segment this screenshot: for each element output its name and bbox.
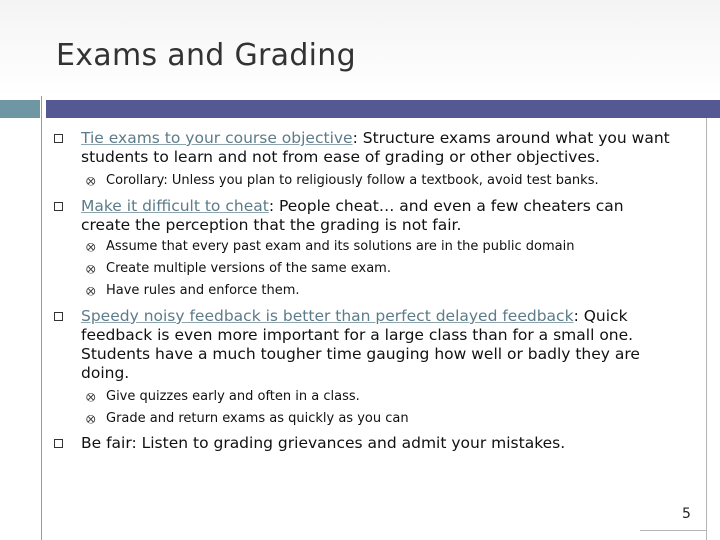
- bullet-text: Be fair: Listen to grading grievances and admit your mistakes.: [81, 434, 566, 452]
- bullet-link[interactable]: Speedy noisy feedback is better than perfect delayed feedback: [81, 307, 574, 325]
- square-bullet-icon: [54, 134, 63, 143]
- bullet-link[interactable]: Make it difficult to cheat: [81, 197, 269, 215]
- sub-bullet-text: Assume that every past exam and its solutions are in the public domain: [106, 239, 575, 254]
- accent-bar-right: [46, 100, 720, 118]
- sub-bullet-icon: ⭙: [86, 284, 96, 298]
- slide-title: Exams and Grading: [56, 38, 356, 73]
- page-number: 5: [682, 506, 691, 522]
- sub-bullet-item: [86, 258, 686, 280]
- vertical-rule: [41, 96, 42, 540]
- sub-bullet-item: [86, 236, 686, 258]
- frame-line-right: [706, 118, 707, 540]
- bullet-item: [54, 307, 674, 383]
- bullet-text: Make it difficult to cheat: People cheat… and even a few cheaters can create the perception that the grading is not fair.: [81, 197, 624, 234]
- bullet-text: Tie exams to your course objective: Structure exams around what you want students to learn and not from ease of grading or other objectives.: [81, 129, 670, 166]
- sub-bullet-item: [86, 386, 686, 408]
- sub-bullet-text: Create multiple versions of the same exam.: [106, 261, 391, 276]
- sub-bullet-icon: ⭙: [86, 390, 96, 404]
- sub-bullet-icon: ⭙: [86, 174, 96, 188]
- bullet-item: [54, 129, 674, 167]
- square-bullet-icon: [54, 439, 63, 448]
- sub-bullet-icon: ⭙: [86, 412, 96, 426]
- sub-bullet-icon: ⭙: [86, 240, 96, 254]
- sub-bullet-text: Have rules and enforce them.: [106, 283, 300, 298]
- square-bullet-icon: [54, 202, 63, 211]
- sub-bullet-item: [86, 408, 686, 430]
- sub-bullet-text: Give quizzes early and often in a class.: [106, 389, 360, 404]
- square-bullet-icon: [54, 312, 63, 321]
- sub-bullet-item: [86, 280, 686, 302]
- bullet-item: [54, 197, 674, 235]
- accent-bar-left: [0, 100, 40, 118]
- bullet-item: [54, 434, 674, 453]
- sub-bullet-icon: ⭙: [86, 262, 96, 276]
- sub-bullet-text: Grade and return exams as quickly as you can: [106, 411, 409, 426]
- sub-bullet-item: [86, 170, 686, 192]
- sub-bullet-text: Corollary: Unless you plan to religiously follow a textbook, avoid test banks.: [106, 173, 599, 188]
- frame-line-bottom: [640, 530, 706, 531]
- bullet-text: Speedy noisy feedback is better than perfect delayed feedback: Quick feedback is even more important for a large class than for a small one. Students have a much tougher time gauging how well or badly they are doing.: [81, 307, 640, 382]
- bullet-link[interactable]: Tie exams to your course objective: [81, 129, 353, 147]
